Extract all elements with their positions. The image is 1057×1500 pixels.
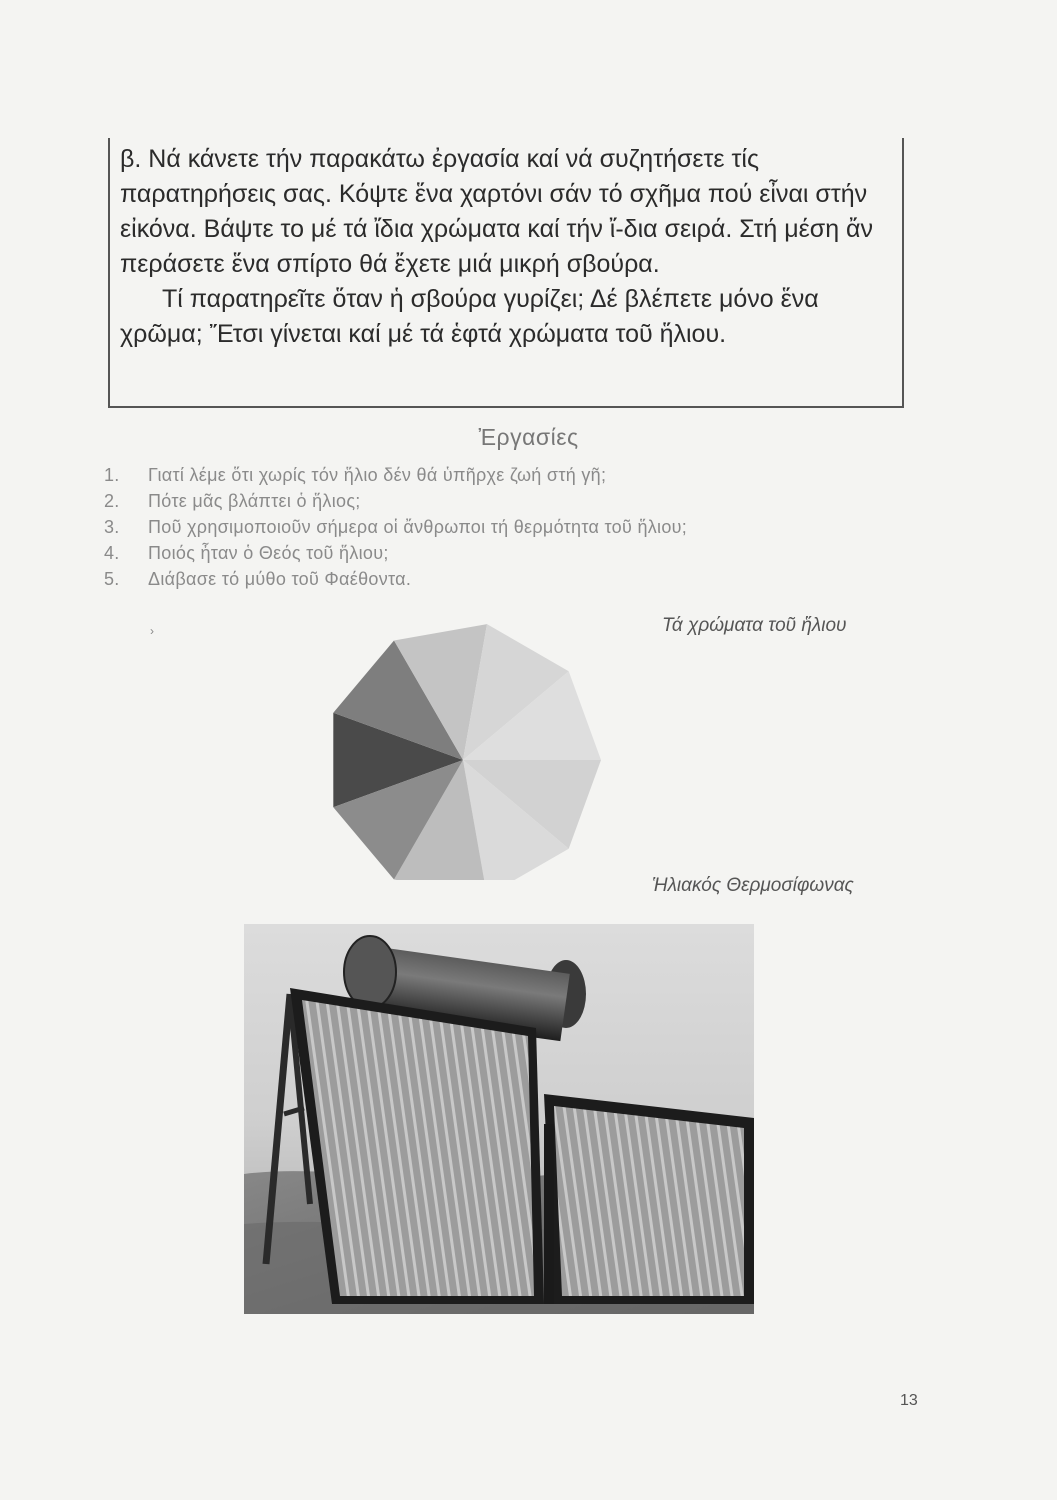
exercise-text: Γιατί λέμε ὅτι χωρίς τόν ἥλιο δέν θά ὑπῆρχε ζωή στή γῆ;: [148, 465, 607, 485]
page-number: 13: [900, 1392, 918, 1409]
exercise-text: Ποῦ χρησιμοποιοῦν σήμερα οἱ ἄνθρωποι τή θερμότητα τοῦ ἥλιου;: [148, 517, 688, 537]
color-wheel-slices: [333, 624, 601, 880]
exercises-heading: Ἐργασίες: [478, 424, 579, 450]
activity-paragraph-1: β. Νά κάνετε τήν παρακάτω ἐργασία καί νά συζητήσετε τίς παρατηρήσεις σας. Κόψτε ἕνα χαρτόνι σάν τό σχῆμα πού εἶναι στήν εἰκόνα. Βάψτε το μέ τά ἴδια χρώματα καί τήν ἴ-δια σειρά. Στή μέση ἄν περάσετε ἕνα σπίρτο θά ἔχετε μιά μικρή σβούρα.: [120, 145, 873, 278]
color-wheel-figure: [318, 620, 618, 880]
exercise-item-4: [104, 540, 904, 566]
exercise-text: Πότε μᾶς βλάπτει ὁ ἥλιος;: [148, 491, 361, 511]
exercise-number: 3.: [104, 517, 120, 537]
exercise-number: 1.: [104, 465, 120, 485]
exercise-text: Διάβασε τό μύθο τοῦ Φαέθοντα.: [148, 569, 412, 589]
exercise-item-1: [104, 462, 904, 488]
solar-water-heater-photo: [244, 924, 754, 1314]
exercise-item-5: [104, 566, 904, 592]
exercise-number: 4.: [104, 543, 120, 563]
exercise-item-3: [104, 514, 904, 540]
solar-heater-caption: Ἡλιακός Θερμοσίφωνας: [652, 875, 854, 896]
exercise-list: [104, 462, 904, 592]
exercise-number: 5.: [104, 569, 120, 589]
exercise-number: 2.: [104, 491, 120, 511]
activity-paragraph-2: Τί παρατηρεῖτε ὅταν ἡ σβούρα γυρίζει; Δέ βλέπετε μόνο ἕνα χρῶμα; Ἔτσι γίνεται καί μέ τά ἑφτά χρώματα τοῦ ἥλιου.: [120, 285, 819, 348]
colors-caption: Τά χρώματα τοῦ ἥλιου: [662, 615, 847, 636]
margin-mark: ›: [150, 624, 154, 638]
exercise-item-2: [104, 488, 904, 514]
activity-text: [120, 142, 890, 352]
exercise-text: Ποιός ἦταν ὁ Θεός τοῦ ἥλιου;: [148, 543, 389, 563]
